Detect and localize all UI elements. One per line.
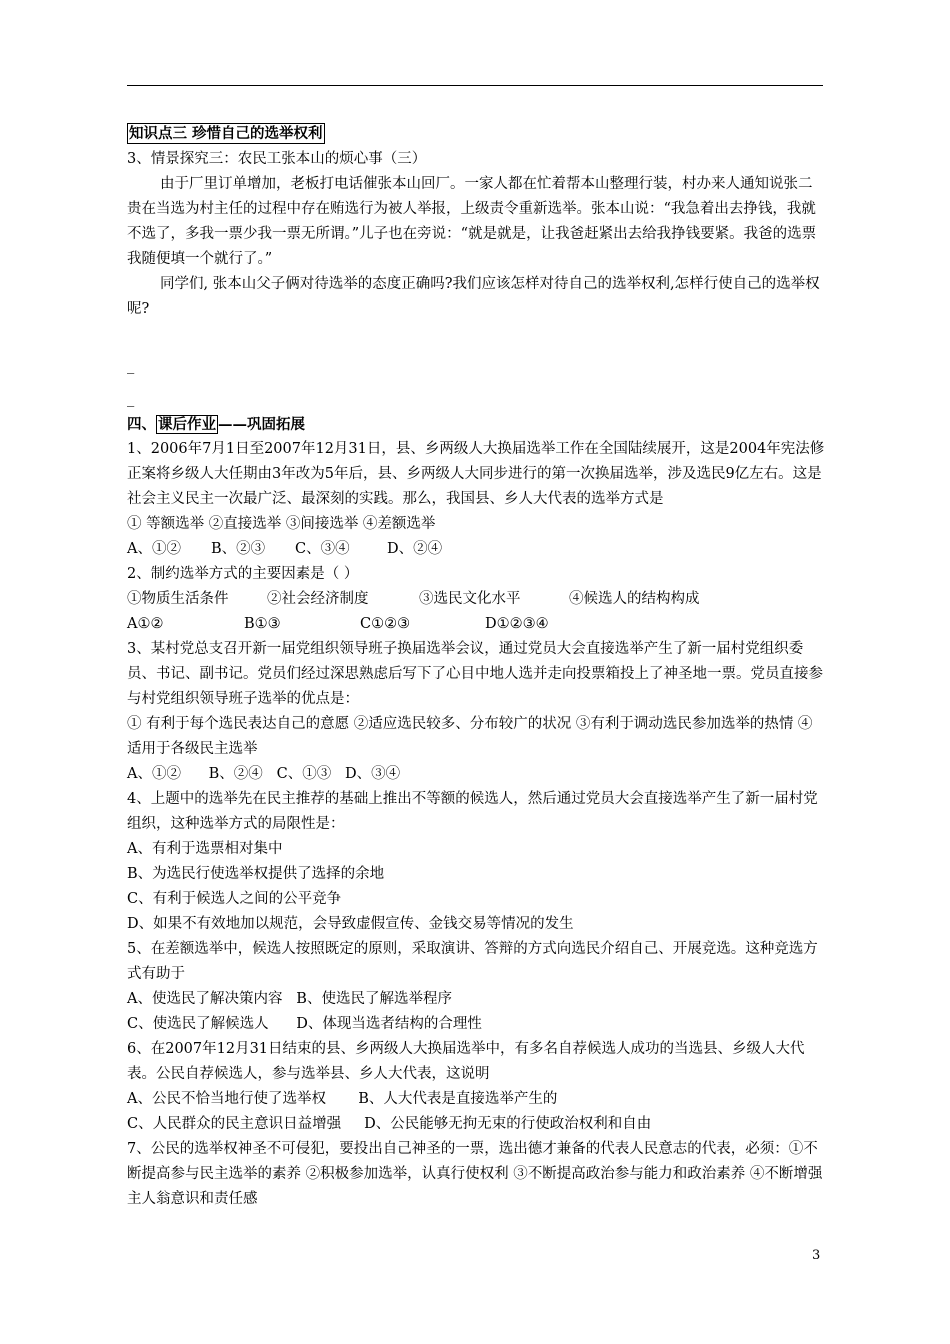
homework-label: 课后作业 xyxy=(158,416,216,433)
q6-options-row1: A、公民不恰当地行使了选举权 B、人大代表是直接选举产生的 xyxy=(127,1091,558,1107)
q1-options xyxy=(127,537,825,562)
q2-options xyxy=(127,612,825,637)
q3-stem: 3、某村党总支召开新一届党组织领导班子换届选举会议，通过党员大会直接选举产生了新一届村党组织委员、书记、副书记。党员们经过深思熟虑后写下了心目中地人选并走向投票箱投上了神圣地一票。党员直接参与村党组织领导班子选举的优点是： xyxy=(127,641,823,707)
q4-option-b: B、为选民行使选举权提供了选择的余地 xyxy=(127,866,385,882)
section3-heading: 知识点三 珍惜自己的选举权利 xyxy=(129,125,323,142)
q6-stem: 6、在2007年12月31日结束的县、乡两级人大换届选举中，有多名自荐候选人成功的当选县、乡级人大代表。公民自荐候选人，参与选举县、乡人大代表，这说明 xyxy=(127,1041,805,1082)
q3-options: A、①② B、②④ C、①③ D、③④ xyxy=(127,766,401,782)
q5-stem: 5、在差额选举中，候选人按照既定的原则，采取演讲、答辩的方式向选民介绍自己、开展竞选。这种竞选方式有助于 xyxy=(127,941,818,982)
q6-options-row2: C、人民群众的民主意识日益增强 D、公民能够无拘无束的行使政治权利和自由 xyxy=(127,1116,652,1132)
q2-item-4: ④候选人的结构构成 xyxy=(569,591,700,607)
q2-item-2: ②社会经济制度 xyxy=(267,591,369,607)
q4-option-c: C、有利于候选人之间的公平竞争 xyxy=(127,891,342,907)
section3-heading-line xyxy=(127,122,825,147)
q2-item-1: ①物质生活条件 xyxy=(127,591,229,607)
q2-items xyxy=(127,587,825,612)
q2-option-d: D①②③④ xyxy=(485,616,549,632)
document-body xyxy=(127,122,825,1212)
q1-option-a: A、①② xyxy=(127,541,181,557)
q1-option-b: B、②③ xyxy=(211,541,266,557)
q1-items: ① 等额选举 ②直接选举 ③间接选举 ④差额选举 xyxy=(127,516,436,532)
scenario-story: 由于厂里订单增加，老板打电话催张本山回厂。一家人都在忙着帮本山整理行装，村办来人通知说张二贵在当选为村主任的过程中存在贿选行为被人举报，上级责令重新选举。张本山说：“我急着出去挣钱，我就不选了，多我一票少我一票无所谓。”儿子也在旁说：“就是就是，让我爸赶紧出去给我挣钱要紧。我爸的选票我随便填一个就行了。” xyxy=(127,176,817,267)
q4-option-d: D、如果不有效地加以规范，会导致虚假宣传、金钱交易等情况的发生 xyxy=(127,916,574,932)
q2-option-c: C①②③ xyxy=(360,616,411,632)
page-number: 3 xyxy=(812,1248,821,1263)
q3-items: ① 有利于每个选民表达自己的意愿 ②适应选民较多、分布较广的状况 ③有利于调动选民参加选举的热情 ④适用于各级民主选举 xyxy=(127,716,813,757)
q2-option-b: B①③ xyxy=(244,616,281,632)
scenario-title: 3、情景探究三：农民工张本山的烦心事（三） xyxy=(127,151,427,167)
scenario-question: 同学们, 张本山父子俩对待选举的态度正确吗?我们应该怎样对待自己的选举权利,怎样行使自己的选举权呢? xyxy=(127,276,820,317)
q1-stem: 1、2006年7月1日至2007年12月31日，县、乡两级人大换届选举工作在全国陆续展开，这是2004年宪法修正案将乡级人大任期由3年改为5年后，县、乡两级人大同步进行的第一次换届选举，涉及选民9亿左右。这是社会主义民主一次最广泛、最深刻的实践。那么，我国县、乡人大代表的选举方式是 xyxy=(127,441,825,507)
answer-blank-1: _ xyxy=(127,358,135,374)
q1-option-c: C、③④ xyxy=(295,541,350,557)
q1-option-d: D、②④ xyxy=(387,541,443,557)
q2-option-a: A①② xyxy=(127,616,164,632)
q5-options-row1: A、使选民了解决策内容 B、使选民了解选举程序 xyxy=(127,991,452,1007)
answer-blank-2: _ xyxy=(127,391,135,407)
q5-options-row2: C、使选民了解候选人 D、体现当选者结构的合理性 xyxy=(127,1016,482,1032)
q7-stem: 7、公民的选举权神圣不可侵犯，要投出自己神圣的一票，选出德才兼备的代表人民意志的代表，必须：①不断提高参与民主选举的素养 ②积极参加选举，认真行使权利 ③不断提高政治参与能力和政治素养 ④不断增强主人翁意识和责任感 xyxy=(127,1141,823,1207)
q2-stem: 2、制约选举方式的主要因素是（ ） xyxy=(127,566,359,582)
q4-stem: 4、上题中的选举先在民主推荐的基础上推出不等额的候选人，然后通过党员大会直接选举产生了新一届村党组织，这种选举方式的局限性是： xyxy=(127,791,818,832)
q4-option-a: A、有利于选票相对集中 xyxy=(127,841,283,857)
q2-item-3: ③选民文化水平 xyxy=(419,591,521,607)
top-rule xyxy=(127,85,823,86)
section4-heading: 四、 课后作业 ——巩固拓展 xyxy=(127,416,305,433)
